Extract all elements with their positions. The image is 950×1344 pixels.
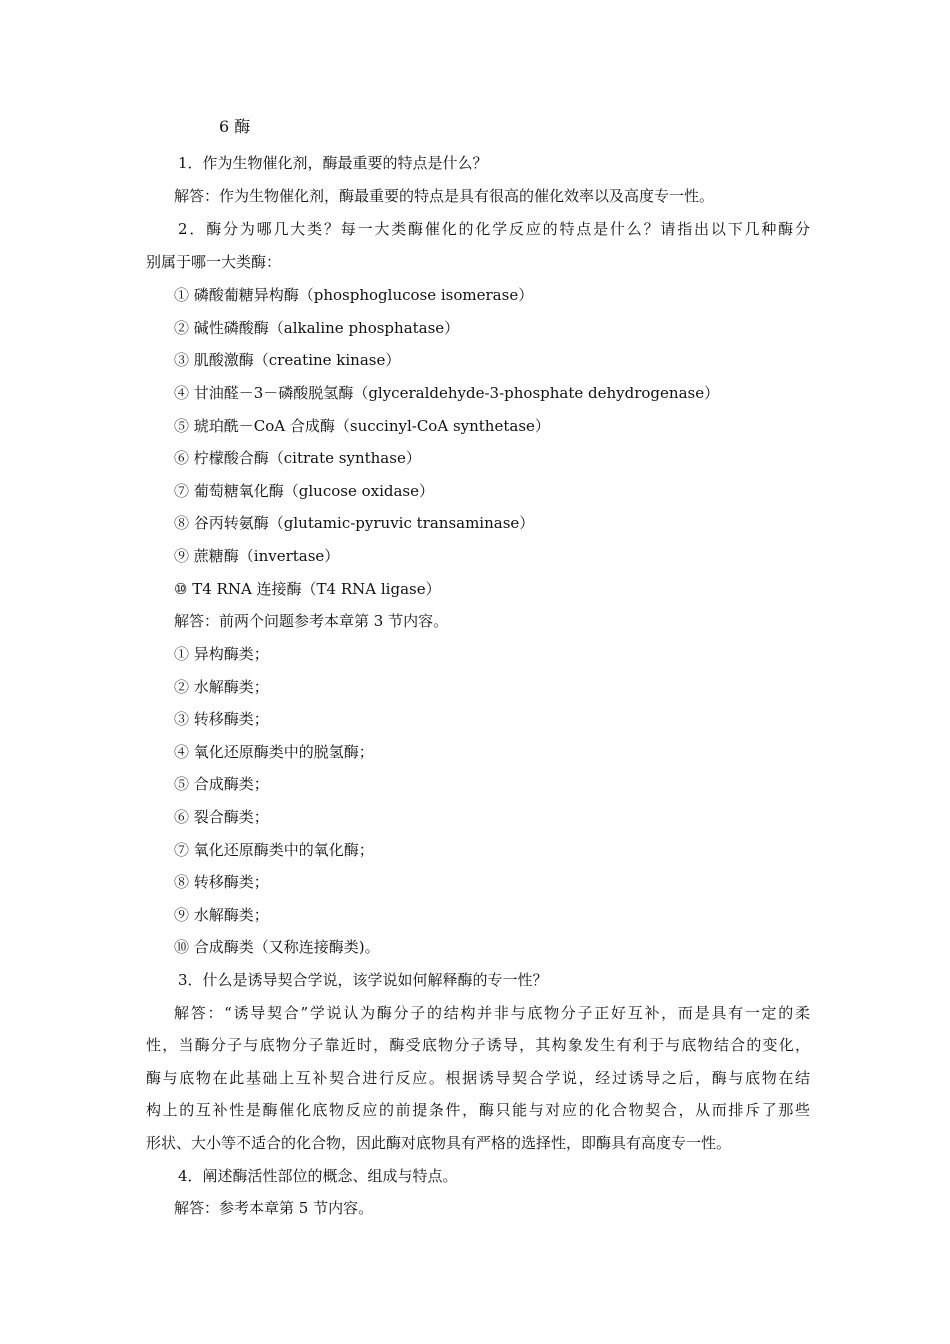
question-2-line-1: 2．酶分为哪几大类？每一大类酶催化的化学反应的特点是什么？请指出以下几种酶分 xyxy=(178,220,810,238)
question-4: 4．阐述酶活性部位的概念、组成与特点。 xyxy=(178,1167,458,1185)
answer-2-intro: 解答：前两个问题参考本章第 3 节内容。 xyxy=(174,612,449,630)
enzyme-item: ③ 肌酸激酶（creatine kinase） xyxy=(174,351,401,369)
class-item: ⑥ 裂合酶类； xyxy=(174,808,269,826)
answer-3-line: 构上的互补性是酶催化底物反应的前提条件，酶只能与对应的化合物契合，从而排斥了那些 xyxy=(146,1101,810,1119)
enzyme-item: ④ 甘油醛－3－磷酸脱氢酶（glyceraldehyde-3-phosphate dehydrogenase） xyxy=(174,384,720,402)
class-item: ② 水解酶类； xyxy=(174,678,269,696)
answer-3-line: 酶与底物在此基础上互补契合进行反应。根据诱导契合学说，经过诱导之后，酶与底物在结 xyxy=(146,1069,810,1087)
enzyme-item: ⑩ T4 RNA 连接酶（T4 RNA ligase） xyxy=(174,580,441,598)
enzyme-item: ⑦ 葡萄糖氧化酶（glucose oxidase） xyxy=(174,482,435,500)
question-3: 3．什么是诱导契合学说，该学说如何解释酶的专一性？ xyxy=(178,971,548,989)
question-1: 1．作为生物催化剂，酶最重要的特点是什么？ xyxy=(178,154,488,172)
class-item: ⑩ 合成酶类（又称连接酶类)。 xyxy=(174,938,380,956)
class-item: ⑤ 合成酶类； xyxy=(174,775,269,793)
class-item: ③ 转移酶类； xyxy=(174,710,269,728)
answer-3-line: 形状、大小等不适合的化合物，因此酶对底物具有严格的选择性，即酶具有高度专一性。 xyxy=(146,1134,732,1152)
answer-3-line: 解答：“诱导契合”学说认为酶分子的结构并非与底物分子正好互补，而是具有一定的柔 xyxy=(174,1004,810,1022)
enzyme-item: ⑤ 琥珀酰－CoA 合成酶（succinyl-CoA synthetase） xyxy=(174,417,550,435)
enzyme-item: ⑥ 柠檬酸合酶（citrate synthase） xyxy=(174,449,421,467)
class-item: ⑧ 转移酶类； xyxy=(174,873,269,891)
answer-4: 解答：参考本章第 5 节内容。 xyxy=(174,1199,374,1217)
class-item: ⑨ 水解酶类； xyxy=(174,906,269,924)
class-item: ④ 氧化还原酶类中的脱氢酶； xyxy=(174,743,374,761)
question-2-line-2: 别属于哪一大类酶： xyxy=(146,253,282,271)
answer-3-line: 性，当酶分子与底物分子靠近时，酶受底物分子诱导，其构象发生有利于与底物结合的变化， xyxy=(146,1036,810,1054)
chapter-title: 6 酶 xyxy=(219,117,251,136)
enzyme-item: ② 碱性磷酸酶（alkaline phosphatase） xyxy=(174,319,460,337)
enzyme-item: ① 磷酸葡糖异构酶（phosphoglucose isomerase） xyxy=(174,286,534,304)
answer-1: 解答：作为生物催化剂，酶最重要的特点是具有很高的催化效率以及高度专一性。 xyxy=(174,187,715,205)
enzyme-item: ⑨ 蔗糖酶（invertase） xyxy=(174,547,340,565)
enzyme-item: ⑧ 谷丙转氨酶（glutamic-pyruvic transaminase） xyxy=(174,514,535,532)
class-item: ⑦ 氧化还原酶类中的氧化酶； xyxy=(174,841,374,859)
class-item: ① 异构酶类； xyxy=(174,645,269,663)
